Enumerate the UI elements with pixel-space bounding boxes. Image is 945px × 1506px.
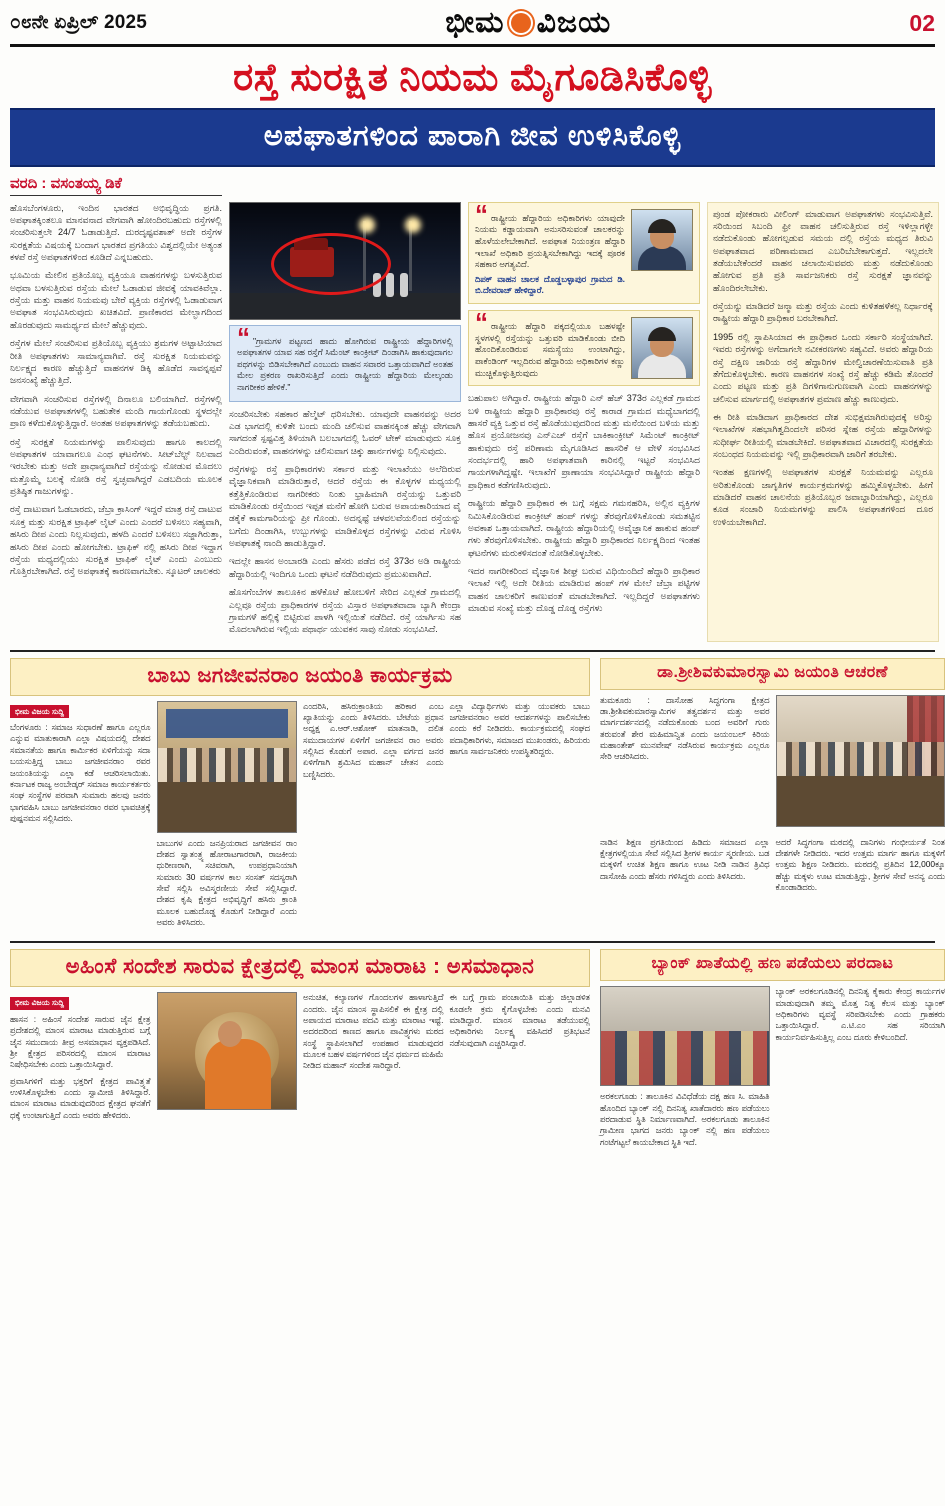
paragraph: ರಸ್ತೆಗಳ ಮೇಲೆ ಸಂಚರಿಸುವ ಪ್ರತಿಯೊಬ್ಬ ವ್ಯಕ್ತಿಯು ಶ್ರಮಗಳ ಅಟ್ಟಾಟಿಯಾದ ರೀತಿ ಅಪಘಾತಗಳು ಸಾಮಾನ್ಯವಾಗಿವೆ. ರಸ್ತೆ ಸುರಕ್ಷಿತ ನಿಯಮವನ್ನು ನಿರ್ಲಕ್ಷ್ಯದ ಕಾರಣ ಹೆಚ್ಚುತ್ತಿದೆ ವಾಹನಗಳ ಡಿಕ್ಕಿ ಹೊಡೆದ ಸಾವನ್ನಪ್ಪವೆ ಜನಸಂಖ್ಯೆ ಹೆಚ್ಚುತ್ತಿದೆ. <box>10 338 222 386</box>
quote-portrait-1 <box>631 209 693 271</box>
shivakumaraswamy-text-columns <box>600 837 945 899</box>
photo-people-row <box>601 1031 769 1086</box>
shivakumaraswamy-event-photo <box>776 695 945 827</box>
photo-banner <box>166 709 288 738</box>
logo-text-right: ವಿಜಯ <box>536 6 612 39</box>
main-headline: ರಸ್ತೆ ಸುರಕ್ಷಿತ ನಿಯಮ ಮೈಗೂಡಿಸಿಕೊಳ್ಳಿ <box>233 57 712 99</box>
main-story-grid <box>10 198 935 642</box>
masthead <box>10 6 935 47</box>
quote-icon: “ <box>475 198 488 229</box>
sub-headline-band: ಅಪಘಾತಗಳಿಂದ ಪಾರಾಗಿ ಜೀವ ಉಳಿಸಿಕೊಳ್ಳಿ <box>10 108 935 167</box>
paragraph: ಹೊಸಬೆಂಗಳೂರು, ಇಂದಿನ ಭಾರತದ ಅಭಿವೃದ್ಧಿಯ ಪ್ರಗತಿ. ಅಪಘಾತಕ್ಕಿಂತಲೂ ಮಾನವನಾದ ವೇಗವಾಗಿ ಹೋಂದಿರಬಹುದು ರಸ್ತೆಗಳಲ್ಲಿ ಸಂಚರಿಸುತ್ತಲೇ 24/7 ಓಡಾಡುತ್ತಿದೆ. ದುರದೃಷ್ಟವಶಾತ್ ಅದೇ ರಸ್ತೆಗಳ ಸುರಕ್ಷತೆಯ ವಿಷಯಕ್ಕೆ ಬಂದಾಗ ಭಾರತದ ಪ್ರಗತಿಯು ವಿಶ್ವದಲ್ಲಿಯೇ ಅತ್ಯಂತ ಕಳಪೆ ರಸ್ತೆ ಅಪಘಾತಗಳಿಂದ ಕೂಡಿದೆ ಎನ್ನಬಹುದು. <box>10 202 222 262</box>
meat-sale-columns <box>10 992 590 1126</box>
paragraph: ಭೂಮಿಯ ಮೇಲಿನ ಪ್ರತಿಯೊಬ್ಬ ವ್ಯಕ್ತಿಯೂ ವಾಹನಗಳನ್ನು ಬಳಸುತ್ತಿರುವ ಅಥವಾ ಬಳಸುತ್ತಿರುವ ರಸ್ತೆಯ ಮೇಲೆ ಓಡಾಡುವ ಜೀವಕ್ಕೆ ಯಾವಕಿವೆಲ್ಲಾ. ರಸ್ತೆಯ ಮತ್ತು ವಾಹನ ನಿಯಮವು ಬೇರೆ ವ್ಯಕ್ತಿಯ ರಸ್ತೆಗಳಲ್ಲಿ ಓಡಾಡುವಾಗ ಅವಘಾತ ಸಂಭವಿಸಿರುವುದು ಖಚಿತವಿದೆ. ಪ್ರಾಣಿಕಾರದ ಮೇಲ್ಭಾಗದಿಂದ ಹೊರಡುವುದು ಸಾಮರ್ಥ್ಯದ ಮೇಲೆ ಹೆಚ್ಚುವುದು. <box>10 270 222 330</box>
photo-person <box>386 273 394 297</box>
subcolumn-3 <box>303 701 444 934</box>
paragraph: ಪ್ರವಾಸಿಗಳಿಗೆ ಮತ್ತು ಭಕ್ತರಿಗೆ ಕ್ಷೇತ್ರದ ಪಾವಿತ್ರ್ಯತೆ ಉಳಿಸಿಕೊಳ್ಳಬೇಕು ಎಂದು ಸ್ವಾಮೀಜಿ ತಿಳಿಸಿದ್ದಾರೆ. ಮಾಂಸ ಮಾರಾಟ ಮಾಡುವುದರಿಂದ ಕ್ಷೇತ್ರದ ಘನತೆಗೆ ಧಕ್ಕೆ ಉಂಟಾಗುತ್ತಿದೆ ಎಂದು ಅವರು ಹೇಳಿದರು. <box>10 1075 151 1120</box>
paragraph: ಬಹುಪಾಲ ಅಗಿದ್ದಾರೆ. ರಾಷ್ಟ್ರೀಯ ಹೆದ್ದಾರಿ ಎನ್ ಹೆಚ್ 373ರ ಎಲ್ಲಕಡೆ ಗ್ರಾಮದ ಬಳಿ ರಾಷ್ಟ್ರೀಯ ಹೆದ್ದಾರಿ ಪ್ರಾಧಿಕಾರವು ರಸ್ತೆ ಕಾರಾಡ ಗ್ರಾಮದ ಮಧ್ಯೆಬಾಗದಲ್ಲಿ ಹಾಸರೆ ವ್ಯಕ್ತಿ ಒತ್ತುವ ರಸ್ತೆ ಹೊಡೆಯುವುದರಿಂದ ಮತ್ತು ಮನೆಯಿಂದ ಬಳಿಯ ಮತ್ತು ಹೊಸ ಪ್ರಯೋಜನವು ಎನ್‍ಎಚ್ ರಸ್ತೆಗೆ ಬಾಕಿಕಾಂಕ್ರೀಟ್ ಸಿಮೆಂಟ್ ಕಾಂಕ್ರೀಟ್ ಹಾಕುವುದು ರಸ್ತೆ ಪರಿಣಾಮ ಮೈಗೂಡಿಸಿದ ಹಾಸರಿಕೆ ಆ ವೇಳೆ ಸಂಭವಿಸಿದ ಸಂದರ್ಭದಲ್ಲಿ ಹಾರಿ ಅಪಘಾತವಾಗಿ ಕಾರಿನಲ್ಲಿ ಇಟ್ಟರೆ ಸಂಭವಿಸಿದ ಗಾಯಗಳಾಗಿದ್ದಷ್ಟೇ. ಇಲಾಖೆಗೆ ಪ್ರಾಣಾಯಾ ಸಂಭವಿಸಿದ್ದಾರೆ ರಾಷ್ಟ್ರೀಯ ಹೆದ್ದಾರಿ ಪ್ರಾಧಿಕಾರ ಕಡೆಗಣಿಸಿರುವುದು. <box>468 393 700 490</box>
subcolumn-4 <box>450 992 591 1126</box>
jagjivanram-event-photo <box>157 701 298 833</box>
paragraph: ಅನುಚಿತ, ಕಲ್ಯಾಣಗಳ ಗೊಂದಲಗಳ ಹಾಳಾಗುತ್ತಿದೆ ಎಂದರು. ಜೈನ ಮಾಂಸ ಸ್ಥಾಪಿಸಲಿಕೆ ಈ ಕ್ಷೇತ್ರ ದಲ್ಲಿ ಅಪಾಯದ ಮಾರಾಟ ಪದವಿ ಮತ್ತು ಮಾರಾಟ ಇಷ್ಟೆ. ಅದರದರಿಂದ ಕಾಣದ ಹಾಗೂ ಪಾವಿತ್ರ್ಯಗಳು ಮಠದ ಸಂಸ್ಥೆ ಸ್ಥಾಪಿಸಲಾಗಿದೆ ಉಪಹಾರ ಮಾಡುವುದರ ಮೂಲಕ ಬಹಳ ವರ್ಷಗಳಿಂದ ಜೈನ ಧರ್ಮದ ಮಹಿಮೆ ನೀಡಿದ ಮಹಾನ್ ಸಂದೇಶ ಸಾರಿದ್ದಾರೆ. <box>303 992 444 1071</box>
meat-sale-story <box>10 949 590 1153</box>
photo-highlight-ellipse <box>271 233 391 295</box>
paragraph: ಇದಲ್ಲೇ ಹಾಸನ ಅಂಬಾರಡಿ ಎಂದು ಹೆಸರು ಪಡೆದ ರಸ್ತೆ 373ರ ಅಡಿ ರಾಷ್ಟ್ರೀಯ ಹೆದ್ದಾರಿಯಲ್ಲಿ ಇಂದಿಗೂ ಒಂದು ಘಟನೆ ನಡೆದಿರುವುದು ಪ್ರಮುಖವಾಗಿದೆ. <box>229 556 461 579</box>
subcolumn-1 <box>10 701 151 934</box>
photo-caption <box>229 321 461 402</box>
section-two <box>10 658 945 934</box>
paragraph: ಇಂತಹ ಕ್ಷಣಗಳಲ್ಲಿ ಅಪಘಾತಗಳ ಸುರಕ್ಷತೆ ನಿಯಮವನ್ನು ಎಲ್ಲರೂ ಅರಿತುಕೊಂಡು ಜಾಗೃತಿಗಳ ಕಾರ್ಯಕ್ರಮಗಳನ್ನು ಹಮ್ಮಿಕೊಳ್ಳಬೇಕು. ಹೀಗೆ ಮಾಡಿದರೆ ವಾಹನ ಚಾಲನೆಯ ಪ್ರತಿಯೊಬ್ಬರ ಜವಾಬ್ದಾರಿಯಾಗಿದ್ದು, ಎಲ್ಲರೂ ಕೂಡ ಸಂಚಾರಿ ನಿಯಮಗಳನ್ನು ಪಾಲಿಸಿ ಅಪಘಾತಗಳಿಂದ ದೂರ ಉಳಿಯಬೇಕಾಗಿದೆ. <box>713 467 933 527</box>
subcolumn-2 <box>157 701 298 934</box>
paragraph: ರಾಷ್ಟ್ರೀಯ ಹೆದ್ದಾರಿ ಪ್ರಾಧಿಕಾರ ಈ ಬಗ್ಗೆ ಸಕ್ಷಮ ಗಮನಹರಿಸಿ, ಅಲ್ಲಿನ ವ್ಯಕ್ತಿಗಳ ನಿಮಿಸಿಕೊಂಡಿರುವ ಕಾಂಕ್ರೀಟ್ ಹಂಪ್ ಗಳನ್ನು ತೆರವುಗೊಳಿಸಿಕೊಂಡು ಸಮತಟ್ಟಿನ ಅವಕಾಶ ಒತ್ತಾಯವಾಗಿದೆ. ರಾಷ್ಟ್ರೀಯ ಹೆದ್ದಾರಿಯಲ್ಲಿ ಅವೈಜ್ಞಾನಿಕ ಹಾಕುವ ಹಂಪ್ ಗಳು ತೆರವುಗೊಳಿಸಬೇಕು. ರಾಷ್ಟ್ರೀಯ ಹೆದ್ದಾರಿ ಪ್ರಾಧಿಕಾರದ ನಿರ್ಲಕ್ಷ್ಯದಿಂದ ಇಂತಹ ಘಟನೆಗಳು ಮರುಕಳಿಸದಂತೆ ನೋಡಿಕೊಳ್ಳಬೇಕು. <box>468 498 700 558</box>
paragraph: ಸಂಚರಿಸಬೇಕು ಸಹಕಾರ ಹೆಲ್ಮೆಟ್ ಧರಿಸಬೇಕು. ಯಾವುದೇ ವಾಹನವನ್ನು ಅದರ ಎಡ ಭಾಗದಲ್ಲಿ ಕುಳಿತೇ ಬಂದು ಮಂದಿ ಚಲಿಸುವ ವಾಹನಕ್ಕಿಂತ ಹೆಚ್ಚು ವೇಗವಾಗಿ ಸಾಗದಂತೆ ಸ್ಪಷ್ಟವಿತ್ತ ತಿಳಿಯಾಗಿ ಬಲಬಾಗದಲ್ಲಿ ಓವರ್ ಟೇಕ್ ಮಾಡುವುದು ಸೂಕ್ತ ಎಂದಿರುವಂತೆ, ವಾಹನಗಳನ್ನು ಚಲಿಸುವಾಗ ಚಿಕ್ಕು ಹಾರ್ನಗಳನ್ನು ನಿಲ್ಲಿಸುವುದು. <box>229 408 461 456</box>
byline: ವರದಿ : ವಸಂತಯ್ಯ ಡಿಕೆ <box>10 175 222 196</box>
portrait-hair <box>648 327 676 341</box>
bank-title: ಬ್ಯಾಂಕ್ ಖಾತೆಯಲ್ಲಿ ಹಣ ಪಡೆಯಲು ಪರದಾಟ <box>600 949 945 981</box>
subcolumn-2 <box>776 695 945 832</box>
publication-logo <box>445 6 611 40</box>
quote-attribution-1: ದಿಪಕ್ ವಾಹನ ಚಾಲಕ ದೊಡ್ಡಬಳ್ಳಾಪುರ ಗ್ರಾಮದ ಡಿ. ಬಿ.ದೇವರಾಜ್ ಹೇಳಿದ್ದಾರೆ. <box>475 273 625 296</box>
subcolumn-2 <box>157 992 298 1126</box>
source-badge: ಭೀಮ ವಿಜಯ ಸುದ್ದಿ <box>10 705 69 718</box>
paragraph: ನಾಡಿನ ಶಿಕ್ಷಣ ಪ್ರಗತಿಯಿಂದ ಹಿಡಿದು ಸಮಾಜದ ಎಲ್ಲಾ ಕ್ಷೇತ್ರಗಳಲ್ಲಿಯೂ ಸೇವೆ ಸಲ್ಲಿಸಿದ ಶ್ರೀಗಳ ಕಾರ್ಯ ಸ್ಮರಣೀಯ. ಬಡ ಮಕ್ಕಳಿಗೆ ಉಚಿತ ಶಿಕ್ಷಣ ಹಾಗೂ ಊಟ ನೀಡಿ ನಾಡಿನ ತ್ರಿವಿಧ ದಾಸೋಹಿ ಎಂದು ಹೆಸರು ಗಳಿಸಿದ್ದರು ಎಂದು ತಿಳಿಸಿದರು. <box>600 836 770 881</box>
source-badge: ಭೀಮ ವಿಜಯ ಸುದ್ದಿ <box>10 997 69 1010</box>
photo-ground <box>230 293 460 319</box>
subcolumn-4 <box>776 837 945 899</box>
paragraph: ಬೆಂಗಳೂರು : ಸಮಾಜ ಸುಧಾರಣೆ ಹಾಗೂ ಎಲ್ಲರೂ ಎನ್ನುವ ಮಾತುಕಾರಾಗಿ ಎಲ್ಲಾ ವಿಷಯದಲ್ಲಿ ದೇಶದ ಸಮಾನತೆಯ ಹಾಗೂ ಕಾರ್ಮಿಕರ ಏಳಿಗೆಯನ್ನು ಸದಾ ಬಯಸುತ್ತಿದ್ದ ಬಾಬು ಜಗಜೀವನರಾಂ ರವರ ಜಯಂತಿಯನ್ನು ಎಲ್ಲಾ ಕಡೆ ಆಚರಿಸಲಾಯಿತು. ಕರ್ನಾಟಕ ರಾಜ್ಯ ಅಂಬೇಡ್ಕರ್ ಸಮಾಜ ಕಾರ್ಯಕರ್ತರು ಸಂಘ ಸಂಸ್ಥೆಗಳ ಪರವಾಗಿ ಸುಮಾರು ಹಲವು ಜನರು ಭಾಗವಹಿಸಿ ಬಾಬು ಜಗಜೀವನರಾಂ ರವರ ಭಾವಚಿತ್ರಕ್ಕೆ ಪುಷ್ಪನಮನ ಸಲ್ಲಿಸಿದರು. <box>10 722 151 823</box>
shivakumaraswamy-title: ಡಾ.ಶ್ರೀಶಿವಕುಮಾರಸ್ವಾಮಿ ಜಯಂತಿ ಆಚರಣೆ <box>600 658 945 690</box>
quote-portrait-2 <box>631 317 693 379</box>
subcolumn-2 <box>776 986 945 1153</box>
paragraph: ಇದರ ನಾಗರೀಕರಿಂದ ವೈಜ್ಞಾನಿಕ ಶೀಘ್ರ ಬರುವ ವಿಧಿಯಿಂದಿದೆ ಹೆದ್ದಾರಿ ಪ್ರಾಧಿಕಾರ ಇಲಾಖೆ ಇಲ್ಲಿ ಅದೇ ರೀತಿಯ ಮಾಡಿರುವ ಹಂಪ್ ಗಳ ಮೇಲೆ ಜೆಬ್ರಾ ಪಟ್ಟಿಗಳ ವಾಹನ ಚಾಲಕರಿಗೆ ಕಾಣುವಂತೆ ಮಾಡಬೇಕಾಗಿದೆ. ಇಲ್ಲದಿದ್ದರೆ ಅಪಘಾತಗಳು ಮಾಡುವ ಸಂಖ್ಯೆ ಮತ್ತು ದೊಡ್ಡ ದೊಡ್ಡ ರಸ್ತೆಗಳು <box>468 565 700 614</box>
photo-person <box>400 273 408 297</box>
subcolumn-1 <box>600 986 770 1153</box>
jagjivanram-columns <box>10 701 590 934</box>
paragraph: ವೇಗವಾಗಿ ಸಂಚರಿಸುವ ರಸ್ತೆಗಳಲ್ಲಿ ದಿನಾಲೂ ಬಲಿಯಾಗಿದೆ. ರಸ್ತೆಗಳಲ್ಲಿ ನಡೆಯುವ ಅಪಘಾತಗಳಲ್ಲಿ ಬಹುತೇಕ ಮಂದಿ ಗಾಯಗೊಂಡು ಸ್ಥಳದಲ್ಲೇ ಪ್ರಾಣ ಕಳೆದುಕೊಳ್ಳುತ್ತಿದ್ದಾರೆ. ಅಂತಹ ಅಪಘಾತಗಳನ್ನು ತಡೆಯಬಹುದು. <box>10 393 222 429</box>
quote-block-1 <box>468 198 700 304</box>
story-column-4 <box>707 202 939 642</box>
story-column-2 <box>229 202 461 642</box>
subcolumn-1 <box>600 695 770 832</box>
portrait-hair <box>648 219 676 233</box>
paragraph: 1995 ರಲ್ಲಿ ಸ್ಥಾಪಿಸಿಯಾದ ಈ ಪ್ರಾಧಿಕಾರ ಒಂದು ಸರ್ಕಾರಿ ಸಂಸ್ಥೆಯಾಗಿದೆ. ಇವರು ರಸ್ತೆಗಳನ್ನು ಅಗೆದಾಗಲೇ ನವೀಕರಣಗಳು ಸಹ್ಯವಿದೆ. ಅವರು ಹೆದ್ದಾರಿಯ ರಸ್ತೆ ದಕ್ಷಿಣ ಜಾರಿಯ ರಸ್ತೆ ಹೆದ್ದಾರಿಗಳ ಮೇಲ್ವಿಚಾರಣೆಯಿಸುವಾತಿ ಪ್ರತಿ ತೆಗೆದುಕೊಳ್ಳಬೇಕು. ಕಾರಣ ವಾಹನಗಳ ಸಂಖ್ಯೆ ರಸ್ತೆ ಹೆಚ್ಚು ಕಡಿಮೆ ತೊಂದರೆ ಎಂದು ಪಟ್ಟಣ ಮತ್ತು ಪ್ರತಿ ದಿಗಳಿಗಾನುಗುಣವಾಗಿ ಎಂದು ವಾಹನಗಳನ್ನು ಚಲಿಸುವ ಮಾರ್ಗದಲ್ಲಿ ಅಪಘಾತಗಳ ಪ್ರಮಾಣ ಹೆಚ್ಚು ಕಾಣುವುದು. <box>713 331 933 404</box>
page-number: 02 <box>909 9 935 36</box>
paragraph: ಈ ಬಗ್ಗೆ ಗ್ರಾಮ ಪಂಚಾಯಿತಿ ಮತ್ತು ಜಿಲ್ಲಾಡಳಿತ ಕೂಡಲೇ ಕ್ರಮ ಕೈಗೊಳ್ಳಬೇಕು ಎಂದು ಮನವಿ ಮಾಡಿದ್ದಾರೆ. ಮಾಂಸ ಮಾರಾಟ ತಡೆಯುವಲ್ಲಿ ಅಧಿಕಾರಿಗಳು ನಿರ್ಲಕ್ಷ್ಯ ವಹಿಸಿದರೆ ಪ್ರತಿಭಟನೆ ನಡೆಸುವುದಾಗಿ ಎಚ್ಚರಿಸಿದ್ದಾರೆ. <box>449 992 590 1048</box>
paragraph: ಈ ರೀತಿ ಮಾಡಿದಾಗ ಪ್ರಾಧಿಕಾರದ ದೇಶ ಸುಭಿಕ್ಷಮಾಗಿರುವುದಕ್ಕೆ ಅರಿಸ್ಸು ಇಲಾಖೆಗಳ ಸಹಭಾಗಿತ್ವದಿಂದಲೇ ಪರಿಸರ ಸ್ನೇಹ ರಸ್ತೆಯ ಹೆದ್ದಾರಿಗಳನ್ನು ಸುಧೀರ್ಘ ರೀತಿಯಲ್ಲಿ ಮಾಡಬೇಕಿದೆ. ಅಪಘಾತವಾದ ವಿಚಾರದಲ್ಲಿ ಸುರಕ್ಷತೆಯ ಸಂಬಂಧದ ನಿಯಮವನ್ನು ಇಲ್ಲಿ ಪ್ರಾಧಿಕಾರವಾಗಿ ಜಾರಿಗೆ ತರಬೇಕು. <box>713 411 933 460</box>
jagjivanram-story <box>10 658 590 934</box>
section-divider-2 <box>10 941 935 943</box>
quote-body <box>475 306 625 379</box>
section-divider <box>10 650 935 652</box>
quote-text-1: ರಾಷ್ಟ್ರೀಯ ಹೆದ್ದಾರಿಯ ಅಧಿಕಾರಿಗಳು ಯಾವುದೇ ನಿಯಮ ಕಡ್ಡಾಯವಾಗಿ ಅನುಸರಿಸುವಂತೆ ಚಾಲಕರನ್ನು ಹೊಳೆಯಲೇಬೇಕಾಗಿದೆ. ಅಪಘಾತ ನಿಯಂತ್ರಣ ಹೆದ್ದಾರಿ ಇಲಾಖೆ ಅಧಿಕಾರಿ ಪ್ರಯತ್ನಿಸಬೇಕಾಗಿದ್ದು ಇದಕ್ಕೆ ಪೂರಕ ಸಹಕಾರ ಅಗತ್ಯವಿದೆ. <box>475 212 625 270</box>
paragraph: ಬ್ಯಾಂಕ್ ಅರಕಲಗೂಡಿನಲ್ಲಿ ದಿನನಿತ್ಯ ಕೈಕಾರು ಕೇಂದ್ರ ಕಾರ್ಯಗಳ ಮಾಡುವುದಾಗಿ ತಮ್ಮ ಮೊತ್ತ ನಿತ್ಯ ಕೆಲಸ ಮತ್ತು ಬ್ಯಾಂಕ್ ಅಧಿಕಾರಿಗಳು ವ್ಯವಸ್ಥೆ ಸರಿಪಡಿಸಬೇಕು ಎಂದು ಗ್ರಾಹಕರು ಒತ್ತಾಯಿಸಿದ್ದಾರೆ. ಎ.ಟಿ.ಎಂ ಸಹ ಸರಿಯಾಗಿ ಕಾರ್ಯನಿರ್ವಹಿಸುತ್ತಿಲ್ಲ ಎಂಬ ದೂರು ಕೇಳಿಬಂದಿದೆ. <box>775 986 945 1042</box>
bank-queue-photo <box>600 986 770 1086</box>
subcolumn-4 <box>450 701 591 934</box>
paragraph: ರಸ್ತೆ ಸುರಕ್ಷತೆ ನಿಯಮಗಳನ್ನು ಪಾಲಿಸುವುದು ಹಾಗೂ ಕಾಲದಲ್ಲಿ ಅಪಘಾತಗಳ ಯಾವಾಗಲೂ ಎಂಥ ಘಟನೆಗಳು. ಸೀಟ್‍ಬೆಲ್ಟ್ ನಿಲವಾದ ಇರಬೇಕು ಮತ್ತು ಅದೇ ಪ್ರಾಧಾನ್ಯವಾಗಿದೆ ರಸ್ತೆಯನ್ನು ನೋಡುವ ಮೊದಲು ಮತ್ತೊಮ್ಮೆ ಬಲಕ್ಕೆ ನೋಡಿ ರಸ್ತೆ ಸ್ವಚ್ಛವಾಗಿದ್ದರೆ ಎಡಬದಿಯ ಮೂಲಕ ಪ್ರತಿಷ್ಠಿತ ಗಾಜುಗಳನ್ನು. <box>10 436 222 497</box>
story-column-1 <box>10 202 222 642</box>
photo-streetlight-glow <box>359 217 375 233</box>
quote-icon: “ <box>237 321 250 352</box>
photo-caption-text: "ಗ್ರಾಮಗಳ ಪಟ್ಟಣದ ಹಾದು ಹೋಗಿರುವ ರಾಷ್ಟ್ರೀಯ ಹೆದ್ದಾರಿಗಳಲ್ಲಿ ಅಪಘಾತಗಳ ಯಾವ ಸಹ ರಸ್ತೆಗೆ ಸಿಮೆಂಟ್ ಕಾಂಕ್ರೀಟ್ ದಿಂಡಾಗಿಸಿ ಹಾಕುವುದಾಗಲ ಪಥಗಳನ್ನು ಬಿಡಿಸಬೇಕಾಗಿದೆ ಎಂಬುದು ವಾಹನ ಸವಾರರ ಒತ್ತಾಯವಾಗಿದೆ ಅಂತಹ ಮೇಲ ಪ್ರಕರಣ ರಾಖರಿಸುತ್ತಿದೆ ಎಂದು ರಾಷ್ಟ್ರೀಯ ಹೆದ್ದಾರಿಯ ಮೇಲ್ಕಂಡು ನಾಗರೀಕರ ಹೇಳಿಕೆ." <box>237 335 453 392</box>
paragraph: ಅರಕಲಗೂಡು : ತಾಲೂಕಿನ ವಿವಿಧೆಡೆಯ ದಕ್ಷ ಹಣ ಸಿ. ಮಾಹಿತಿ ಹೊಂದಿದ ಬ್ಯಾಂಕ್ ನಲ್ಲಿ ದಿನನಿತ್ಯ ಖಾತೆದಾರರು ಹಣ ಪಡೆಯಲು ಪರದಾಡುವ ಸ್ಥಿತಿ ನಿರ್ಮಾಣವಾಗಿದೆ. ಅರಕಲಗೂಡು ತಾಲೂಕಿನ ಗ್ರಾಮೀಣ ಭಾಗದ ಜನರು ಬ್ಯಾಂಕ್ ನಲ್ಲಿ ಹಣ ಪಡೆಯಲು ಗಂಟೆಗಟ್ಟಲೆ ಕಾಯಬೇಕಾದ ಸ್ಥಿತಿ ಇದೆ. <box>600 1091 770 1147</box>
bank-story <box>600 949 945 1153</box>
sun-icon <box>511 13 531 33</box>
quote-block-2 <box>468 306 700 386</box>
portrait-body <box>638 354 686 378</box>
shivakumaraswamy-story <box>600 658 945 934</box>
paragraph: ರಸ್ತೆ ದಾಟುವಾಗ ಓಡಬಾರದು, ಜೆಬ್ರಾ ಕ್ರಾಸಿಂಗ್ ಇದ್ದರೆ ಮಾತ್ರ ರಸ್ತೆ ದಾಟುವ ಸೂಕ್ತ ಮತ್ತು ಸುರಕ್ಷಿತ ಟ್ರಾಫಿಕ್ ಲೈಟ್ ಎಂದು ಎಂದರೆ ಬಳಿಸಲು ಸಹ್ಯವಾಗಿ, ಹಸಿರು ದೀಪ ಎಂದು ನಿಲ್ಲಸುವುದು, ಹಳದಿ ಎಂದರೆ ಬಳಿಸಲು ಸಜ್ಜಾಗಿರುತ್ತಾ, ಹಸಿರು ದೀಪ ಎಂದು ಹೋಗಬೇಕು. ಟ್ರಾಫಿಕ್ ನಲ್ಲಿ ಹಸಿರು ದೀಪ ಇದ್ದಾಗ ರಸ್ತೆಯ ಮಧ್ಯದಲ್ಲಿಯು ಸುರಕ್ಷಿತ ಟ್ರಾಫಿಕ್ ಲೈಟ್ ಎಂದು ಎಂಬುದು ಗೊತ್ತಿರಬೇಕಾಗಿದೆ. ರಸ್ತೆ ಅಪಘಾತಕ್ಕೆ ಕಾರಣವಾಗಬೇಕು. ಸ್ಕೂಟರ್ ಚಾಲಕರು <box>10 504 222 577</box>
subcolumn-1 <box>10 992 151 1126</box>
paragraph: ಎಲ್ಲಾ ವಿದ್ಯಾರ್ಥಿಗಳು ಮತ್ತು ಯುವಕರು ಬಾಬು ಜಗಜೀವನರಾಂ ಅವರ ಆದರ್ಶಗಳನ್ನು ಪಾಲಿಸಬೇಕು ಎಂದು ಕರೆ ನೀಡಿದರು. ಕಾರ್ಯಕ್ರಮದಲ್ಲಿ ಸಂಘದ ಪದಾಧಿಕಾರಿಗಳು, ಸಮಾಜದ ಮುಖಂಡರು, ಹಿರಿಯರು ಹಾಗೂ ಸಾರ್ವಜನಿಕರು ಉಪಸ್ಥಿತರಿದ್ದರು. <box>449 700 590 756</box>
paragraph: ಹಾಸನ : ಅಹಿಂಸೆ ಸಂದೇಶ ಸಾರುವ ಜೈನ ಕ್ಷೇತ್ರ ಪ್ರದೇಶದಲ್ಲಿ ಮಾಂಸ ಮಾರಾಟ ಮಾಡುತ್ತಿರುವ ಬಗ್ಗೆ ಜೈನ ಸಮುದಾಯ ತೀವ್ರ ಅಸಮಾಧಾನ ವ್ಯಕ್ತಪಡಿಸಿದೆ. ಶ್ರೀ ಕ್ಷೇತ್ರದ ಪರಿಸರದಲ್ಲಿ ಮಾಂಸ ಮಾರಾಟ ನಿಷೇಧಿಸಬೇಕು ಎಂದು ಒತ್ತಾಯಿಸಿದ್ದಾರೆ. <box>10 1013 151 1070</box>
shivakumaraswamy-columns <box>600 695 945 832</box>
subcolumn-3 <box>303 992 444 1126</box>
paragraph: ಹೊಸಗೆಂಬೆಗಳ ತಾಲೂಕಿನ ಹಳೆಕೊಟೆ ಹೋಬಳಿಗೆ ಸೇರಿದ ಎಲ್ಲಕಡೆ ಗ್ರಾಮದಲ್ಲಿ ಎಲ್ಲವೂ ರಸ್ತೆಯ ಪ್ರಾಧಿಕಾರಗಳ ರಸ್ತೆಯ ವಿಸ್ತಾರ ಅಪಘಾತವಾದಾ ಬ್ಯಾಗಿ ಕೇಂದ್ರಾ ಗ್ರಾಮಗಳೆ ಹಲ್ಲಿಕ್ಕೆ ಬಿಟ್ಟಿರುವ ಪಾಳಗಿ ಇಲ್ಲಿಯಿತೆ ನಡೆದಿದೆ. ರಸ್ತೆ ಯಾರ್ಗಿಸು ಸಹ ಮೊದಲಾಗಿರುವ ಇಲ್ಲಿಯ ಪಥಾರ್ಥ ಯುವಕನ ಸಾವು ನೋಡು ಸಂಭವಿಸಿದೆ. <box>229 587 461 635</box>
photo-stage <box>777 776 945 825</box>
issue-date: ೦೮ನೇ ಏಪ್ರಿಲ್ 2025 <box>10 12 148 33</box>
swamiji-photo <box>157 992 298 1110</box>
bank-columns <box>600 986 945 1153</box>
logo-text-left: ಭೀಮ <box>445 6 505 39</box>
paragraph: ರಸ್ತೆಗಳನ್ನು ರಸ್ತೆ ಪ್ರಾಧಿಕಾರಗಳು ಸರ್ಕಾರ ಮತ್ತು ಇಲಾಖೆಯು ಅಲೆದಿರುವ ವೈಜ್ಞಾನಿಕವಾಗಿ ಮಾಡಿರುತ್ತಾರೆ, ಆದರೆ ರಸ್ತೆಯ ಈ ಕೊಳ್ಳಗಳ ಮಧ್ಯಯಲ್ಲಿ ಕತ್ತೆತ್ತಿಕೊಂಡಿರುವ ನಾಗರೀಕರು ನಿಂತು ಭ್ರಾಹಿಮಾಗಿ ರಸ್ತೆಯನ್ನು ಒತ್ತುವರಿ ಮಾಡಿಕೊಂಡು ರಸ್ತೆಯಿಂದ ಇಪ್ಪತ ಮನೆಗೆ ಹೋಗಿ ಬರುವ ಅಪಾಯಕಾರಿಯಾದ ವೈ ಡಕೈಕೆ ಕಾಮಗಾರಿಯನ್ನು ಪ್ರೀ ಗೊಂಡು. ಅದನ್ನಷ್ಟೆ ಚಳವಲವೆಯಲಿಂದ ರಸ್ತೆಯನ್ನು ಬಗೆದು ದಿಂಡಾಗಿಸಿ, ಉಬ್ಬುಗಳನ್ನು ಮಾಡಿಕೊಳ್ಳದ ರಸ್ತೆಗಳನ್ನು ವಿರುವ ಗೊಳಿಸಿ ಅಪಘಾತಕ್ಕೆ ನಾಂದಿ ಹಾಡುತ್ತಿದ್ದಾರೆ. <box>229 463 461 549</box>
quote-text-2: ರಾಷ್ಟ್ರೀಯ ಹೆದ್ದಾರಿ ಪಕ್ಕದಲ್ಲಿಯೂ ಬಹಳಷ್ಟೇ ಸ್ಥಳಗಳಲ್ಲಿ ರಸ್ತೆಯನ್ನು ಒತ್ತುವರಿ ಮಾಡಿಕೊಂಡು ಬೀದಿ ಹೊಂದಿಕೊಂಡಿರುವ ಸಮಸ್ಯೆಯು ಉಂಟಾಗಿದ್ದು, ಪಾಕೆಂಡಿಂಗ್ ಇಲ್ಲದಿರುವ ಹೆದ್ದಾರಿಯ ಅಧಿಕಾರಿಗಳ ಕಣ್ಣು ಮುಚ್ಚಿಕೊಳ್ಳುತ್ತಿರುವುದು <box>475 320 625 378</box>
photo-streetlight-glow <box>405 217 421 233</box>
paragraph: ಅದರೆ ಸಿದ್ಧಗಂಗಾ ಮಠದಲ್ಲಿ ದಾನಿಗಳು ಗಂಭೀರ್ಯತೆ ನಿಂತ ದೇಶಗಳೇ ನೀಡಿದರು. ಇದರ ಉತ್ತಮ ಮಾರ್ಗ ಹಾಗೂ ಮಕ್ಕಳಿಗೆ ಉತ್ತಮ ಶಿಕ್ಷಣ ನೀಡಿದರು. ಮಠದಲ್ಲಿ ಪ್ರತಿದಿನ 12,000ಕ್ಕೂ ಹೆಚ್ಚು ಮಕ್ಕಳು ಊಟ ಮಾಡುತ್ತಿದ್ದು, ಶ್ರೀಗಳ ಸೇವೆ ಅನನ್ಯ ಎಂದು ಕೊಂಡಾಡಿದರು. <box>775 836 945 892</box>
section-three <box>10 949 945 1153</box>
subcolumn-3 <box>600 837 770 899</box>
paragraph: ಪುಂಡ ಪೋಕರಾರು ವೀಲಿಂಗ್ ಮಾಡುವಾಗ ಅಪಘಾತಗಳು ಸಂಭವಿಸುತ್ತಿವೆ. ಸರಿಯಿಂದ ಸಿಬಂದಿ ಫ್ರೀ ವಾಹನ ಚಲಿಸುತ್ತಿರುವ ರಸ್ತೆ ಇಳಿಲ್ಲಾಗಳ್ಳೇ ನಡೆದುಕೊಂಡು ಹೋಗಲ್ಪಡುವ ಸಮಯ ದಲ್ಲಿ ರಸ್ತೆಯ ಮಧ್ಯದ ತಿರುವಿ ಅಪಘಾತವಾದ ಪರಿಣಾಮವಾದ ಎಬರಿಬೆಬೇಕಾಗುತ್ತದೆ. ಇಲ್ಲದಲೇ ತಡೆಯಬೇಕೆಂದರೆ ವಾಹನ ಚಲಾಯಿಸುವವರು ಮತ್ತು ನಡೆದುಕೊಂಡು ಹೋಗುವ ಪ್ರತಿ ಪ್ರತಿ ಸಾರ್ವಜನಿಕರು ರಸ್ತೆ ಸುರಕ್ಷತೆ ಜ್ಞಾನವನ್ನು ಹೊಂದಿರಲೇಬೇಕು. <box>713 208 933 293</box>
paragraph: ರಸ್ತೆಯನ್ನು ಮಾಡಿದರೆ ಜನ್ಮಾ ಮತ್ತು ರಸ್ತೆಯ ಎಂದು ಕುಳಿತಹಳೆಕಲ್ಲ ನಿರ್ಧಾರಕ್ಕೆ ರಾಷ್ಟ್ರೀಯ ಹೆದ್ದಾರಿ ಪ್ರಾಧಿಕಾರ ಬರಬೇಕಾಗಿದೆ. <box>713 301 933 324</box>
story-column-3 <box>468 198 700 642</box>
jagjivanram-title: ಬಾಬು ಜಗಜೀವನರಾಂ ಜಯಂತಿ ಕಾರ್ಯಕ್ರಮ <box>10 658 590 696</box>
quote-icon: “ <box>475 306 488 337</box>
photo-monk-robe <box>205 1039 271 1109</box>
paragraph: ಎಂದರಿಸಿ, ಹಸಿರುಕ್ರಾಂತಿಯ ಹರಿಕಾರ ಎಂಬ ಖ್ಯಾತಿಯನ್ನು ಎಂದು ತಿಳಿಸಿದರು. ಬೇಟೆಯ ಪ್ರಧಾನ ಅಧ್ಯಕ್ಷ ಎ.ಆರ್.ಆಶೋಕ್ ಮಾತನಾಡಿ, ದಲಿತ ಸಮುದಾಯಗಳ ಏಳಿಗೆಗೆ ಜಗಜೀವನ ರಾಂ ಅವರು ಸಲ್ಲಿಸಿದ ಕೊಡುಗೆ ಅಪಾರ. ಎಲ್ಲಾ ವರ್ಗದ ಜನರ ಏಳಿಗೆಗಾಗಿ ಶ್ರಮಿಸಿದ ಮಹಾನ್ ಚೇತನ ಎಂದು ಬಣ್ಣಿಸಿದರು. <box>303 700 444 779</box>
quote-body <box>475 198 625 297</box>
photo-stage <box>158 782 297 831</box>
accident-photo <box>229 202 461 320</box>
meat-sale-title: ಅಹಿಂಸೆ ಸಂದೇಶ ಸಾರುವ ಕ್ಷೇತ್ರದಲ್ಲಿ ಮಾಂಸ ಮಾರಾಟ : ಅಸಮಾಧಾನ <box>10 949 590 987</box>
portrait-body <box>638 246 686 270</box>
paragraph: ತುಮಕೂರು : ದಾಸೋಹ ಸಿದ್ಧಗಂಗಾ ಕ್ಷೇತ್ರದ ಡಾ.ಶ್ರೀಶಿವಕುಮಾರಸ್ವಾಮಿಗಳ ತತ್ವದರ್ಶನ ಮತ್ತು ಅವರ ಮಾರ್ಗದರ್ಶನದಲ್ಲಿ ನಡೆದುಕೊಂಡು ಬಂದ ಅವರಿಗೆ ಗುರು ತರುವಂತೆ ಶೇರ ಮಹಿಮಾನ್ವಿತ ಎಂದು ಜಯಂಬಲ್ ಕಿರಿಯ ಮಹಾಂತೇಶ್ ಮುನವೇಷ್ ನಡೆಸಿರುವ ಕಾರ್ಯಕ್ರಮ ಎಲ್ಲರೂ ಸೇರಿ ಆಚರಿಸಿದರು. <box>600 694 770 762</box>
paragraph: ಬಾಬುಗಳ ಎಂದು ಜನಪ್ರಿಯರಾದ ಜಗಜೀವನ ರಾಂ ದೇಶದ ಸ್ವಾತಂತ್ರ್ಯ ಹೋರಾಟಗಾರರಾಗಿ, ರಾಜಕೀಯ ಧುರೀಣರಾಗಿ, ಸಚಿವರಾಗಿ, ಉಪಪ್ರಧಾನಿಯಾಗಿ ಸುಮಾರು 30 ವರ್ಷಗಳ ಕಾಲ ಸಂಸತ್ ಸದಸ್ಯರಾಗಿ ಸೇವೆ ಸಲ್ಲಿಸಿ ಅವಿಸ್ಮರಣೀಯ ಸೇವೆ ಸಲ್ಲಿಸಿದ್ದಾರೆ. ದೇಶದ ಕೃಷಿ ಕ್ಷೇತ್ರದ ಅಭಿವೃದ್ಧಿಗೆ ಹಸಿರು ಕ್ರಾಂತಿ ಮೂಲಕ ಬಹುದೊಡ್ಡ ಕೊಡುಗೆ ನೀಡಿದ್ದಾರೆ ಎಂದು ಅವರು ತಿಳಿಸಿದರು. <box>156 837 297 928</box>
